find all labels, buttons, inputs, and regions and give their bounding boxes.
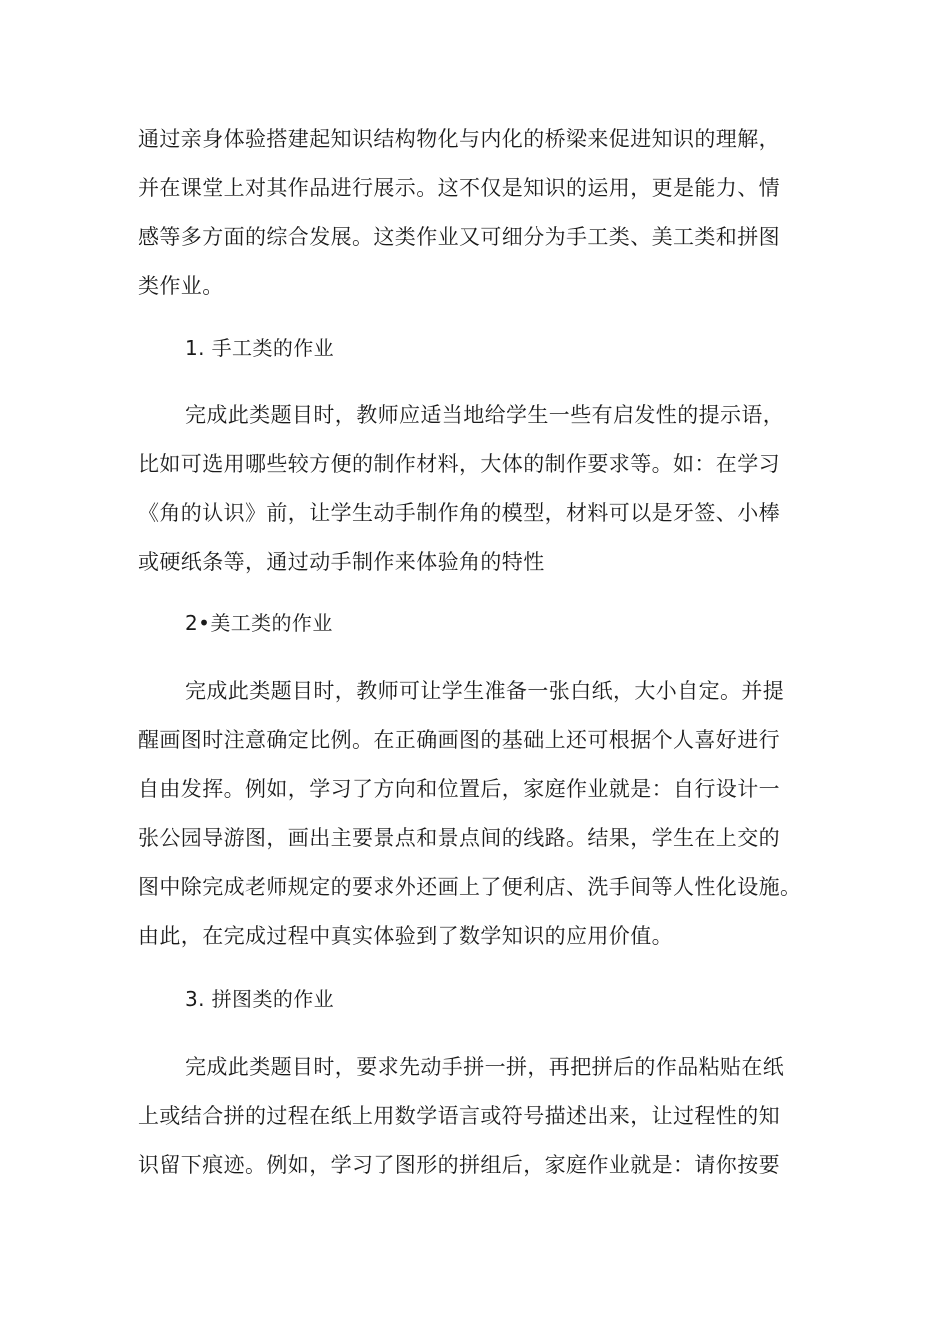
paragraph-line: 比如可选用哪些较方便的制作材料，大体的制作要求等。如：在学习	[138, 452, 780, 476]
paragraph-line: 醒画图时注意确定比例。在正确画图的基础上还可根据个人喜好进行	[138, 728, 780, 752]
paragraph-line: 完成此类题目时，教师可让学生准备一张白纸，大小自定。并提	[185, 679, 785, 703]
paragraph-line: 或硬纸条等，通过动手制作来体验角的特性	[138, 550, 545, 574]
section-heading: 1. 手工类的作业	[185, 336, 335, 360]
paragraph-line: 完成此类题目时，教师应适当地给学生一些有启发性的提示语，	[185, 403, 785, 427]
paragraph-line: 完成此类题目时，要求先动手拼一拼，再把拼后的作品粘贴在纸	[185, 1055, 785, 1079]
paragraph-line: 类作业。	[138, 274, 224, 298]
paragraph-line: 自由发挥。例如，学习了方向和位置后，家庭作业就是：自行设计一	[138, 777, 780, 801]
paragraph-line: 上或结合拼的过程在纸上用数学语言或符号描述出来，让过程性的知	[138, 1104, 780, 1128]
paragraph-line: 由此，在完成过程中真实体验到了数学知识的应用价值。	[138, 924, 673, 948]
paragraph-line: 《角的认识》前，让学生动手制作角的模型，材料可以是牙签、小棒	[138, 501, 780, 525]
paragraph-line: 图中除完成老师规定的要求外还画上了便利店、洗手间等人性化设施。	[138, 875, 802, 899]
paragraph-line: 识留下痕迹。例如，学习了图形的拼组后，家庭作业就是：请你按要	[138, 1153, 780, 1177]
paragraph-line: 感等多方面的综合发展。这类作业又可细分为手工类、美工类和拼图	[138, 225, 780, 249]
paragraph-line: 并在课堂上对其作品进行展示。这不仅是知识的运用，更是能力、情	[138, 176, 780, 200]
paragraph-line: 张公园导游图，画出主要景点和景点间的线路。结果，学生在上交的	[138, 826, 780, 850]
section-heading: 3. 拼图类的作业	[185, 987, 335, 1011]
section-heading: 2•美工类的作业	[185, 611, 333, 635]
paragraph-line: 通过亲身体验搭建起知识结构物化与内化的桥梁来促进知识的理解，	[138, 127, 780, 151]
